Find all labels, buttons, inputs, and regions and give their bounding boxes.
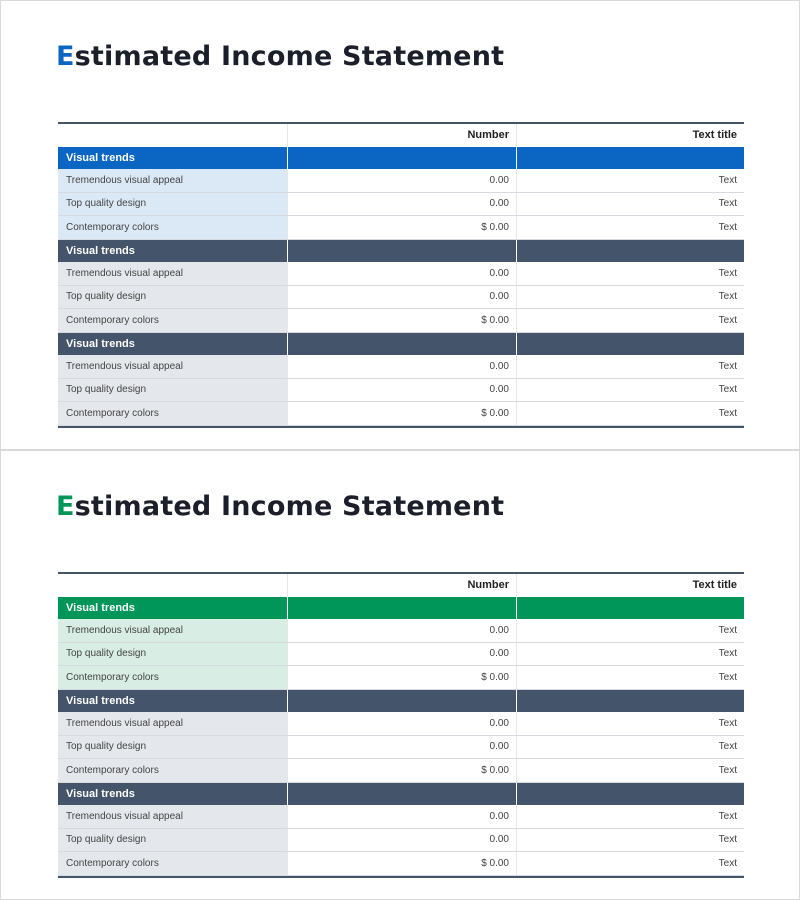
table-row — [58, 379, 744, 403]
row-value: 0.00 — [287, 262, 516, 285]
row-label: Contemporary colors — [58, 666, 287, 689]
row-value: 0.00 — [287, 805, 516, 828]
row-value: $ 0.00 — [287, 309, 516, 332]
row-text: Text — [516, 216, 744, 239]
table-row — [58, 262, 744, 286]
row-value: 0.00 — [287, 355, 516, 378]
row-label: Contemporary colors — [58, 402, 287, 425]
row-text: Text — [516, 619, 744, 642]
row-text: Text — [516, 193, 744, 216]
section-cell — [516, 147, 744, 170]
section-title: Visual trends — [66, 244, 135, 257]
table-row — [58, 286, 744, 310]
row-text: Text — [516, 379, 744, 402]
page-title — [56, 491, 504, 522]
table-row — [58, 402, 744, 426]
header-cell-number: Number — [287, 574, 516, 597]
row-text: Text — [516, 852, 744, 875]
row-label: Contemporary colors — [58, 216, 287, 239]
row-text: Text — [516, 169, 744, 192]
page-title — [56, 41, 504, 72]
row-label: Contemporary colors — [58, 759, 287, 782]
slide-green — [0, 450, 800, 900]
row-label: Contemporary colors — [58, 309, 287, 332]
section-cell — [516, 597, 744, 620]
row-text: Text — [516, 759, 744, 782]
section-cell — [516, 690, 744, 713]
section-header-row — [58, 147, 744, 170]
table-row — [58, 309, 744, 333]
section-cell — [287, 147, 516, 170]
section-title: Visual trends — [66, 151, 135, 164]
row-label: Tremendous visual appeal — [58, 355, 287, 378]
row-value: $ 0.00 — [287, 216, 516, 239]
table-header-row — [58, 574, 744, 597]
section-cell — [516, 333, 744, 356]
table-row — [58, 355, 744, 379]
section-header-row — [58, 240, 744, 263]
row-value: 0.00 — [287, 643, 516, 666]
row-text: Text — [516, 643, 744, 666]
table-row — [58, 829, 744, 853]
row-value: 0.00 — [287, 736, 516, 759]
row-label: Top quality design — [58, 643, 287, 666]
header-cell-empty — [58, 124, 287, 147]
row-value: $ 0.00 — [287, 666, 516, 689]
income-table — [58, 122, 744, 428]
header-cell-text-title: Text title — [516, 574, 744, 597]
table-row — [58, 736, 744, 760]
section-cell — [287, 240, 516, 263]
row-text: Text — [516, 262, 744, 285]
row-label: Top quality design — [58, 829, 287, 852]
row-value: 0.00 — [287, 169, 516, 192]
row-value: 0.00 — [287, 193, 516, 216]
section-cell — [287, 690, 516, 713]
header-cell-text-title: Text title — [516, 124, 744, 147]
row-value: $ 0.00 — [287, 759, 516, 782]
table-row — [58, 666, 744, 690]
row-label: Tremendous visual appeal — [58, 805, 287, 828]
row-label: Top quality design — [58, 379, 287, 402]
section-title: Visual trends — [66, 337, 135, 350]
table-row — [58, 759, 744, 783]
section-header-row — [58, 597, 744, 620]
row-label: Contemporary colors — [58, 852, 287, 875]
row-label: Tremendous visual appeal — [58, 169, 287, 192]
row-text: Text — [516, 829, 744, 852]
title-initial: E — [56, 41, 75, 72]
row-value: 0.00 — [287, 379, 516, 402]
row-text: Text — [516, 666, 744, 689]
row-label: Top quality design — [58, 193, 287, 216]
table-row — [58, 852, 744, 876]
row-text: Text — [516, 309, 744, 332]
section-cell — [516, 240, 744, 263]
section-cell — [287, 783, 516, 806]
row-label: Tremendous visual appeal — [58, 262, 287, 285]
header-cell-empty — [58, 574, 287, 597]
section-title: Visual trends — [66, 694, 135, 707]
row-value: 0.00 — [287, 829, 516, 852]
row-value: $ 0.00 — [287, 852, 516, 875]
title-initial: E — [56, 491, 75, 522]
row-text: Text — [516, 286, 744, 309]
row-text: Text — [516, 355, 744, 378]
section-cell — [516, 783, 744, 806]
row-label: Top quality design — [58, 736, 287, 759]
income-table — [58, 572, 744, 878]
row-value: 0.00 — [287, 286, 516, 309]
row-value: 0.00 — [287, 712, 516, 735]
row-text: Text — [516, 402, 744, 425]
row-text: Text — [516, 805, 744, 828]
table-row — [58, 169, 744, 193]
section-cell — [287, 597, 516, 620]
row-value: 0.00 — [287, 619, 516, 642]
row-text: Text — [516, 736, 744, 759]
table-header-row — [58, 124, 744, 147]
table-row — [58, 643, 744, 667]
table-row — [58, 805, 744, 829]
section-title: Visual trends — [66, 787, 135, 800]
table-row — [58, 619, 744, 643]
row-label: Tremendous visual appeal — [58, 712, 287, 735]
row-label: Top quality design — [58, 286, 287, 309]
title-text: stimated Income Statement — [74, 41, 505, 72]
section-header-row — [58, 333, 744, 356]
table-row — [58, 712, 744, 736]
row-value: $ 0.00 — [287, 402, 516, 425]
section-title: Visual trends — [66, 601, 135, 614]
section-header-row — [58, 690, 744, 713]
header-cell-number: Number — [287, 124, 516, 147]
section-cell — [287, 333, 516, 356]
table-row — [58, 216, 744, 240]
table-row — [58, 193, 744, 217]
section-header-row — [58, 783, 744, 806]
title-text: stimated Income Statement — [74, 491, 505, 522]
row-text: Text — [516, 712, 744, 735]
row-label: Tremendous visual appeal — [58, 619, 287, 642]
